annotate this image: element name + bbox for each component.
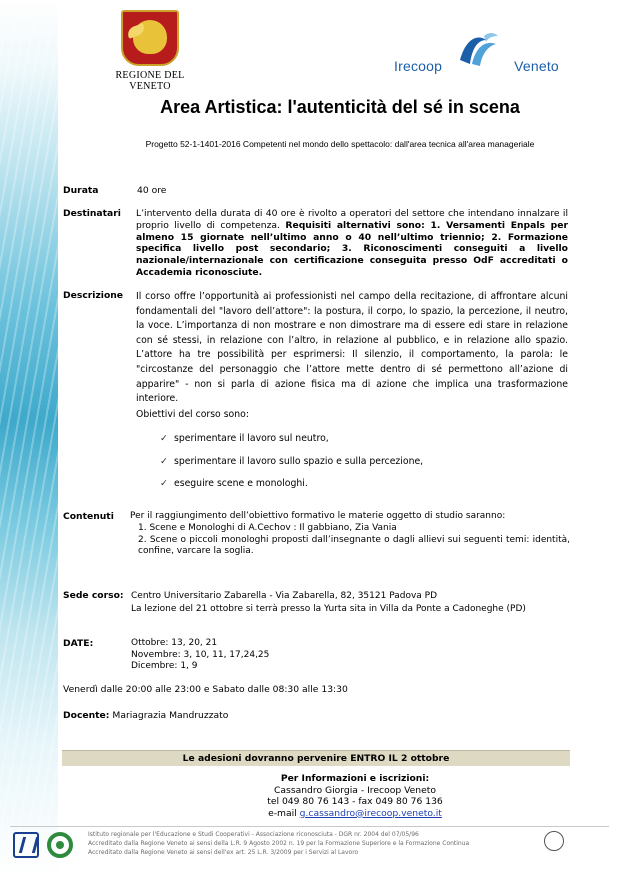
email-label: e-mail [268, 807, 297, 819]
date-line: Dicembre: 1, 9 [131, 661, 198, 671]
footer-divider [10, 826, 609, 827]
docente-line [63, 710, 228, 721]
durata-label: Durata [63, 185, 99, 196]
footer-legal-text [88, 830, 538, 857]
decorative-stripe [0, 0, 58, 878]
irecoop-logo-text-veneto: Veneto [514, 58, 559, 74]
objectives-title: Obiettivi del corso sono: [136, 409, 249, 420]
list-item [160, 433, 329, 444]
project-subtitle: Progetto 52-1-1401-2016 Competenti nel mondo dello spettacolo: dall'area tecnica all'area manageriale [145, 139, 535, 149]
footer-logos [13, 832, 77, 862]
destinatari-plain: L’intervento della durata di 40 ore è rivolto a operatori del settore che intendano innalzare il proprio livello di competenza. [136, 208, 568, 231]
sede-address: Centro Universitario Zabarella - Via Zabarella, 82, 35121 Padova PD [131, 591, 438, 601]
destinatari-requirements: Requisiti alternativi sono: 1. Versamenti Enpals per almeno 15 giornate nell’ultimo anno o 40 nell’ultimo triennio; 2. Formazione specifica livello post secondario; 3. Riconoscimenti conseguiti a livello nazionale/internazionale con certificazione conseguita presso OdF accreditati o Accademia riconosciute. [136, 219, 568, 278]
date-line: Novembre: 3, 10, 11, 17,24,25 [131, 649, 270, 660]
docente-label: Docente: [63, 710, 110, 721]
irecoop-logo-text: Irecoop [394, 58, 443, 74]
checkmark-icon: ✓ [160, 433, 168, 444]
list-item [160, 478, 308, 489]
lion-of-st-mark-icon [121, 10, 179, 66]
footer-line: Istituto regionale per l'Educazione e Studi Cooperativi - Associazione riconosciuta - DGR nr. 2004 del 07/05/96 [88, 831, 419, 838]
durata-value: 40 ore [137, 185, 167, 196]
irecoop-logo [394, 30, 574, 75]
contenuti-label: Contenuti [63, 511, 114, 522]
contact-phone: tel 049 80 76 143 - fax 049 80 76 136 [267, 796, 443, 808]
durata-section [63, 185, 573, 199]
checkmark-icon: ✓ [160, 456, 168, 467]
contact-heading: Per Informazioni e iscrizioni: [280, 773, 430, 784]
sede-text [131, 590, 526, 616]
certification-badge [544, 831, 606, 865]
regione-veneto-logo-text: REGIONE DEL VENETO [115, 70, 185, 92]
contenuti-item: 1. Scene e Monologhi di A.Cechov : Il gabbiano, Zia Vania [138, 522, 397, 533]
objective-text: eseguire scene e monologhi. [174, 478, 308, 489]
contact-email-line [200, 808, 510, 820]
deadline-banner: Le adesioni dovranno pervenire ENTRO IL 2 ottobre [62, 750, 570, 766]
date-line: Ottobre: 13, 20, 21 [131, 638, 218, 648]
descrizione-label: Descrizione [63, 290, 124, 301]
quality-mark-icon [13, 832, 39, 858]
footer-line: Accreditato dalla Regione Veneto ai sensi della L.R. 9 Agosto 2002 n. 19 per la Formazione Superiore e la Formazione Continua [88, 840, 470, 847]
date-list [131, 638, 269, 673]
sede-note: La lezione del 21 ottobre si terrà presso la Yurta sita in Villa da Ponte a Cadoneghe (PD) [131, 604, 526, 614]
contenuti-intro: Per il raggiungimento dell’obiettivo formativo le materie oggetto di studio saranno: [130, 511, 506, 521]
certification-seal-icon [544, 831, 564, 851]
date-label: DATE: [63, 638, 94, 649]
regione-veneto-logo [100, 10, 200, 92]
destinatari-label: Destinatari [63, 208, 121, 219]
email-link[interactable]: g.cassandro@irecoop.veneto.it [299, 807, 442, 819]
contact-info [200, 773, 510, 819]
cooperative-logo-icon [47, 832, 73, 858]
checkmark-icon: ✓ [160, 478, 168, 489]
contenuti-item: 2. Scene o piccoli monologhi proposti dall’insegnante o dagli allievi sui seguenti temi: identità, confine, varcare la soglia. [138, 534, 570, 557]
destinatari-section [63, 208, 571, 278]
descrizione-text: Il corso offre l’opportunità ai professionisti nel campo della recitazione, di affrontare alcuni fondamentali del "lavoro dell’attore": la postura, il corpo, lo spazio, la percezione, il neutro, la voce. L’importanza di non mostrare e non dimostrare ma di essere edi stare in relazione con sé stessi, in relazione con l’altro, in relazione al pubblico, e in relazione allo spazio. L’attore ha tre possibilità per esprimersi: Il silenzio, il comportamento, la parola: le "circostanze del personaggio che l’attore mette dentro di sé permettono all’azione di apparire" - non si parla di azione fisica ma di azione che implica una trasformazione interiore. [136, 291, 568, 405]
objective-text: sperimentare il lavoro sullo spazio e sulla percezione, [174, 456, 424, 467]
destinatari-text [136, 208, 568, 279]
schedule-text: Venerdì dalle 20:00 alle 23:00 e Sabato dalle 08:30 alle 13:30 [63, 684, 348, 695]
docente-name: Mariagrazia Mandruzzato [112, 710, 229, 721]
list-item [160, 456, 423, 467]
page-title: Area Artistica: l'autenticità del sé in scena [160, 97, 520, 117]
objective-text: sperimentare il lavoro sul neutro, [174, 433, 329, 444]
sede-label: Sede corso: [63, 590, 124, 601]
footer-line: Accreditato dalla Regione Veneto ai sensi dell'ex art. 25 L.R. 3/2009 per i Servizi al Lavoro [88, 849, 359, 856]
contenuti-text [130, 511, 570, 558]
contact-person: Cassandro Giorgia - Irecoop Veneto [273, 784, 436, 796]
